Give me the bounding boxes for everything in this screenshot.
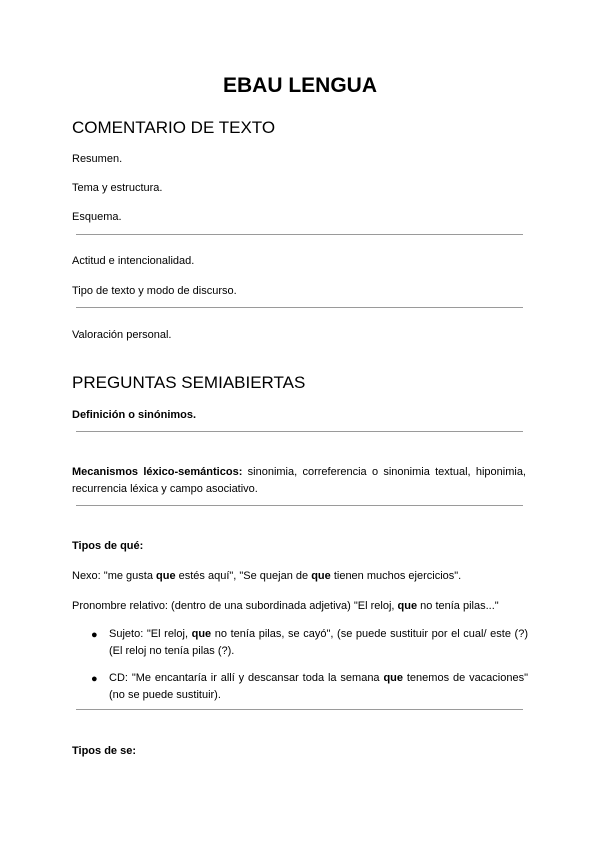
mecanismos-label: Mecanismos léxico-semánticos:: [72, 466, 243, 478]
item-esquema: Esquema.: [72, 211, 122, 223]
sujeto-list-item: Sujeto: "El reloj, que no tenía pilas, se cayó", (se puede sustituir por el cual/ este (?) (El reloj no tenía pilas (?).: [109, 628, 528, 657]
pronombre-paragraph: Pronombre relativo: (dentro de una subordinada adjetiva) "El reloj, que no tenía pilas...": [72, 600, 499, 612]
item-resumen: Resumen.: [72, 153, 123, 165]
bullet-icon: ●: [91, 629, 98, 641]
item-actitud: Actitud e intencionalidad.: [72, 255, 195, 267]
definicion-label: Definición o sinónimos.: [72, 409, 197, 421]
mecanismos-paragraph: [72, 464, 526, 498]
nexo-paragraph: Nexo: "me gusta que estés aquí", "Se quejan de que tienen muchos ejercicios".: [72, 570, 462, 582]
item-tipo-texto: Tipo de texto y modo de discurso.: [72, 285, 237, 297]
divider: [76, 709, 523, 710]
bullet-icon: ●: [91, 673, 98, 685]
divider: [76, 234, 523, 235]
cd-list-item: CD: "Me encantaría ir allí y descansar toda la semana que tenemos de vacaciones" (no se puede sustituir).: [109, 672, 529, 701]
divider: [76, 431, 523, 432]
item-valoracion: Valoración personal.: [72, 329, 172, 341]
item-tema: Tema y estructura.: [72, 182, 163, 194]
section-heading-preguntas: PREGUNTAS SEMIABIERTAS: [72, 373, 306, 392]
divider: [76, 307, 523, 308]
divider: [76, 505, 523, 506]
tipos-que-label: Tipos de qué:: [72, 540, 144, 552]
document-title: EBAU LENGUA: [222, 74, 377, 97]
mecanismos-text: sinonimia, correferencia o sinonimia textual, hiponimia, recurrencia léxica y campo asociativo.: [72, 466, 526, 495]
section-heading-comentario: COMENTARIO DE TEXTO: [72, 118, 276, 137]
tipos-se-label: Tipos de se:: [72, 745, 136, 757]
